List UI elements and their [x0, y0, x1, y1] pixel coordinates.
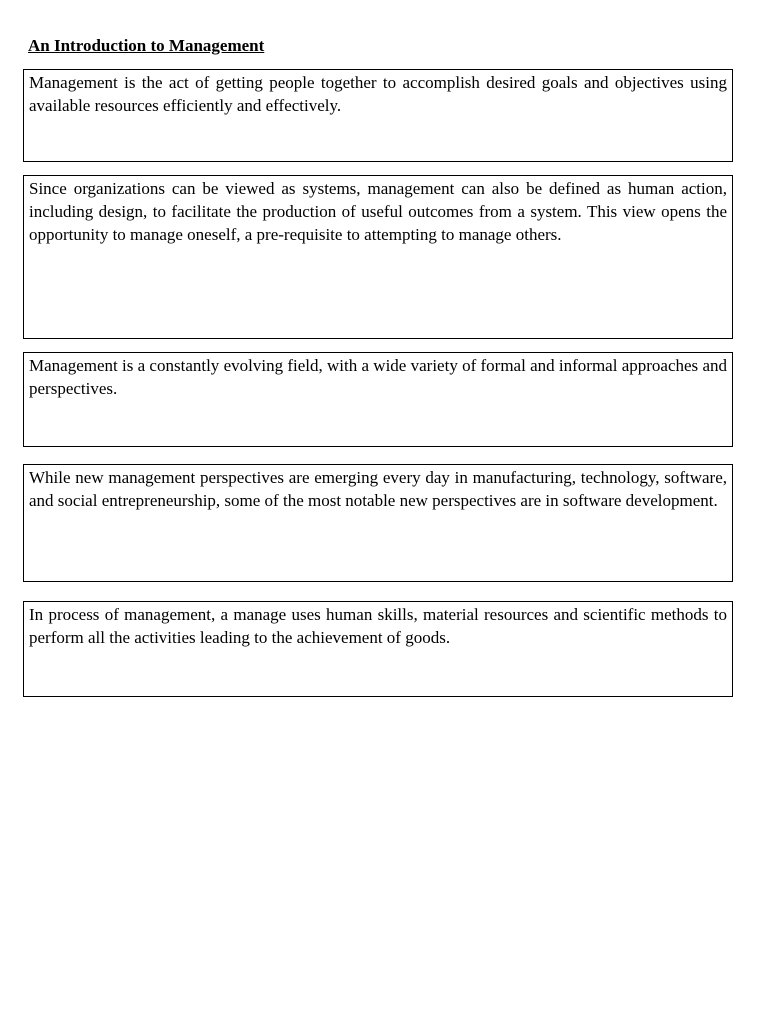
section-2-english-text: Since organizations can be viewed as systems, management can also be defined as human action, including design, to facilitate the production of useful outcomes from a system. This view opens the opportunity to manage oneself, a pre-requisite to attempting to manage others.: [29, 179, 727, 244]
section-box-2: [23, 175, 733, 339]
section-1-english-text: Management is the act of getting people together to accomplish desired goals and objectives using available resources efficiently and effectively.: [29, 73, 727, 115]
section-box-1: [23, 69, 733, 162]
section-5-english-text: In process of management, a manage uses human skills, material resources and scientific methods to perform all the activities leading to the achievement of goods.: [29, 605, 727, 647]
section-3-english-text: Management is a constantly evolving field, with a wide variety of formal and informal approaches and perspectives.: [29, 356, 727, 398]
section-box-5: [23, 601, 733, 697]
section-4-english-text: While new management perspectives are emerging every day in manufacturing, technology, software, and social entrepreneurship, some of the most notable new perspectives are in software development.: [29, 468, 727, 510]
section-box-4: [23, 464, 733, 582]
section-box-3: [23, 352, 733, 447]
document-title: An Introduction to Management: [28, 36, 265, 55]
